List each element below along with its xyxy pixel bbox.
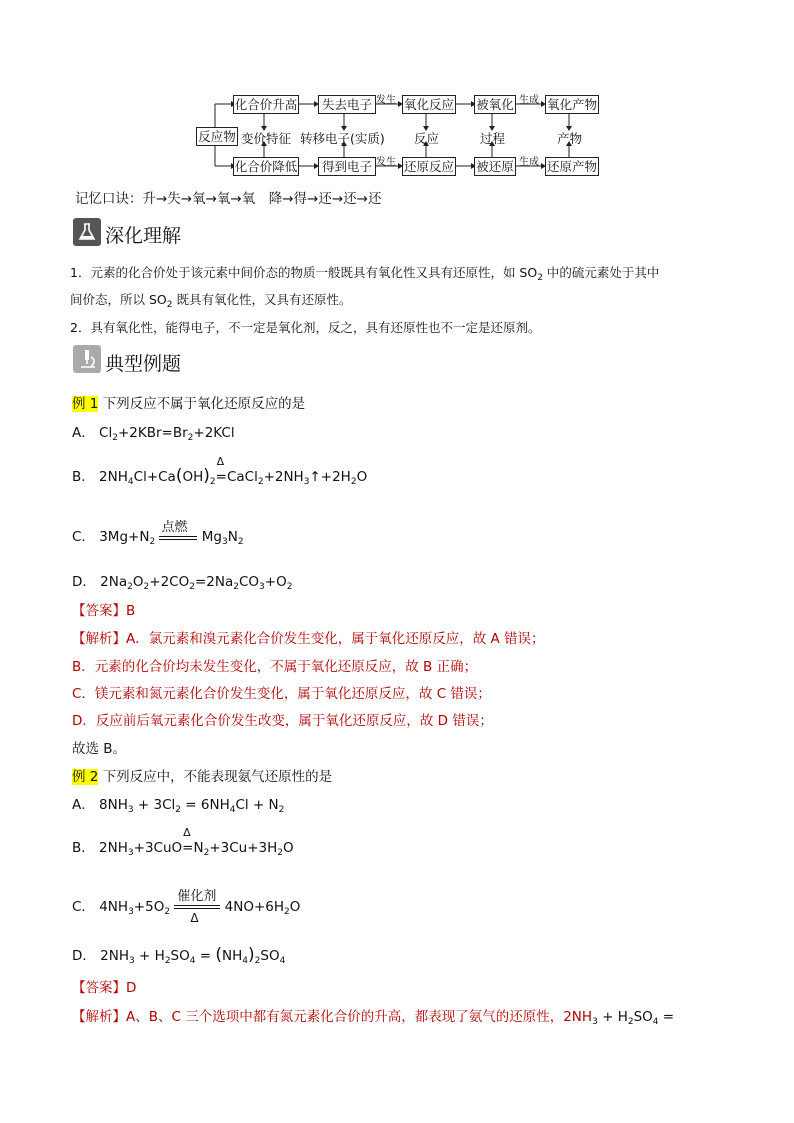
label-reaction: 反应	[414, 131, 440, 146]
p1-text-b: 中的硫元素处于其中	[542, 265, 660, 280]
example-1-analysis-line-4: D．反应前后氧元素化合价发生改变，属于氧化还原反应，故 D 错误；	[72, 713, 493, 729]
p1-sub: 2	[537, 273, 543, 283]
paragraph-1-line-1	[70, 263, 659, 281]
example-2-question	[72, 765, 332, 785]
answer-label-2: 【答案】	[72, 980, 126, 996]
p1-text-a: 1．元素的化合价处于该元素中间价态的物质一般既具有氧化性又具有还原性，如 SO	[70, 265, 538, 280]
analysis-1-a: A．氯元素和溴元素化合价发生变化，属于氧化还原反应，故 A 错误；	[126, 631, 545, 647]
analysis-2-tail2: SO	[633, 1009, 653, 1025]
box-gain-electrons: 得到电子	[318, 157, 376, 176]
answer-value-2: D	[126, 980, 137, 996]
option-d-2: D． $2NH_3 + H_2SO_4 = (NH_4)_2SO_4$	[72, 945, 286, 966]
analysis-2-tail: + H	[597, 1009, 628, 1025]
section-title-deepen: 深化理解	[105, 225, 182, 247]
analysis-label-2: 【解析】	[72, 1009, 126, 1025]
box-lose-electrons: 失去电子	[318, 95, 376, 114]
option-c-2: C． $4NH_3+5O_2$ 催化剂 Δ $4NO+6H_2O$	[72, 895, 300, 915]
arrow-label-occur-bottom: 发生	[376, 157, 396, 168]
heat-condition-b1: Δ	[216, 455, 225, 468]
analysis-2-text: A、B、C 三个选项中都有氮元素化合价的升高，都表现了氨气的还原性，2NH	[126, 1009, 593, 1025]
microscope-icon	[73, 345, 101, 373]
flask-icon	[73, 218, 101, 246]
heat-condition-c2: Δ	[190, 911, 199, 925]
option-d-1: D． $2Na_2O_2+2CO_2=2Na_2CO_3+O_2$	[72, 574, 293, 592]
heat-condition-b2: Δ	[183, 826, 191, 839]
diagram-lines	[0, 0, 794, 190]
label-product: 产物	[557, 131, 583, 146]
example-1-question-text: 下列反应不属于氧化还原反应的是	[102, 396, 306, 412]
p1-line2-text-b: 既具有氧化性，又具有还原性。	[172, 292, 352, 307]
ignite-condition: 点燃	[161, 520, 188, 535]
example-2-question-text: 下列反应中，不能表现氨气还原性的是	[102, 769, 333, 785]
p1-line2-sub: 2	[166, 300, 173, 310]
box-oxidation-product: 氧化产物	[546, 97, 597, 112]
paragraph-1-line-2	[70, 290, 351, 308]
answer-value-1: B	[126, 603, 136, 619]
paragraph-2: 2．具有氧化性，能得电子，不一定是氧化剂，反之，具有还原性也不一定是还原剂。	[70, 320, 541, 335]
label-process: 过程	[480, 131, 506, 146]
answer-label-1: 【答案】	[72, 603, 126, 619]
mnemonic: 记忆口诀：升→失→氧→氧→氧 降→得→还→还→还	[75, 191, 382, 207]
box-reduced: 被还原	[474, 157, 516, 176]
box-reduction-reaction: 还原反应	[403, 159, 454, 174]
box-reduction-product: 还原产物	[546, 159, 597, 174]
box-valence-down: 化合价降低	[234, 159, 298, 174]
box-valence-up: 化合价升高	[234, 97, 298, 112]
example-1-analysis-line-3: C．镁元素和氮元素化合价发生变化，属于氧化还原反应，故 C 错误；	[72, 686, 491, 702]
label-valence-feature: 变价特征	[241, 131, 292, 146]
example-1-analysis-line-2: B．元素的化合价均未发生变化，不属于氧化还原反应，故 B 正确；	[72, 659, 478, 675]
analysis-label-1: 【解析】	[72, 631, 126, 647]
option-a-1: A． $Cl_2+2KBr=Br_2+2KCl$	[72, 425, 235, 443]
box-oxidized: 被氧化	[474, 95, 516, 114]
option-c-1: C． $3Mg+N_2$ 点燃 $Mg_3N_2$	[72, 525, 244, 545]
arrow-label-occur-top: 发生	[376, 95, 396, 106]
option-b-2: B． $2NH_3+3CuO$ Δ $=N_2+3Cu+3H_2O$	[72, 826, 294, 858]
p1-line2-text-a: 间价态，所以 SO	[70, 292, 167, 307]
option-a-2: A． $8NH_3 + 3Cl_2 = 6NH_4Cl + N_2$	[72, 797, 285, 815]
option-b-1: B． $2NH_4Cl+Ca(OH)_2$ Δ $=CaCl_2+2NH_3↑+2H_2O$	[72, 455, 368, 487]
example-2-tag: 例 2	[72, 769, 99, 785]
analysis-2-tail3: =	[658, 1009, 675, 1025]
arrow-label-generate-bottom: 生成	[519, 157, 539, 168]
label-electron-transfer: 转移电子(实质)	[300, 131, 385, 146]
example-2-answer	[72, 976, 136, 996]
box-reactant: 反应物	[196, 127, 238, 146]
catalyst-condition: 催化剂	[177, 889, 217, 904]
example-1-conclusion: 故选 B。	[72, 741, 127, 757]
example-1-question	[72, 392, 305, 412]
section-title-examples: 典型例题	[105, 353, 182, 375]
box-oxidation-reaction: 氧化反应	[403, 97, 454, 112]
example-2-analysis: 【解析】A、B、C 三个选项中都有氮元素化合价的升高，都表现了氨气的还原性，$2NH_3 + H_2SO_4$ =	[72, 1009, 675, 1027]
example-1-analysis-line-1	[72, 627, 545, 647]
arrow-label-generate-top: 生成	[519, 95, 539, 106]
example-1-answer	[72, 599, 135, 619]
example-1-tag: 例 1	[72, 396, 99, 412]
